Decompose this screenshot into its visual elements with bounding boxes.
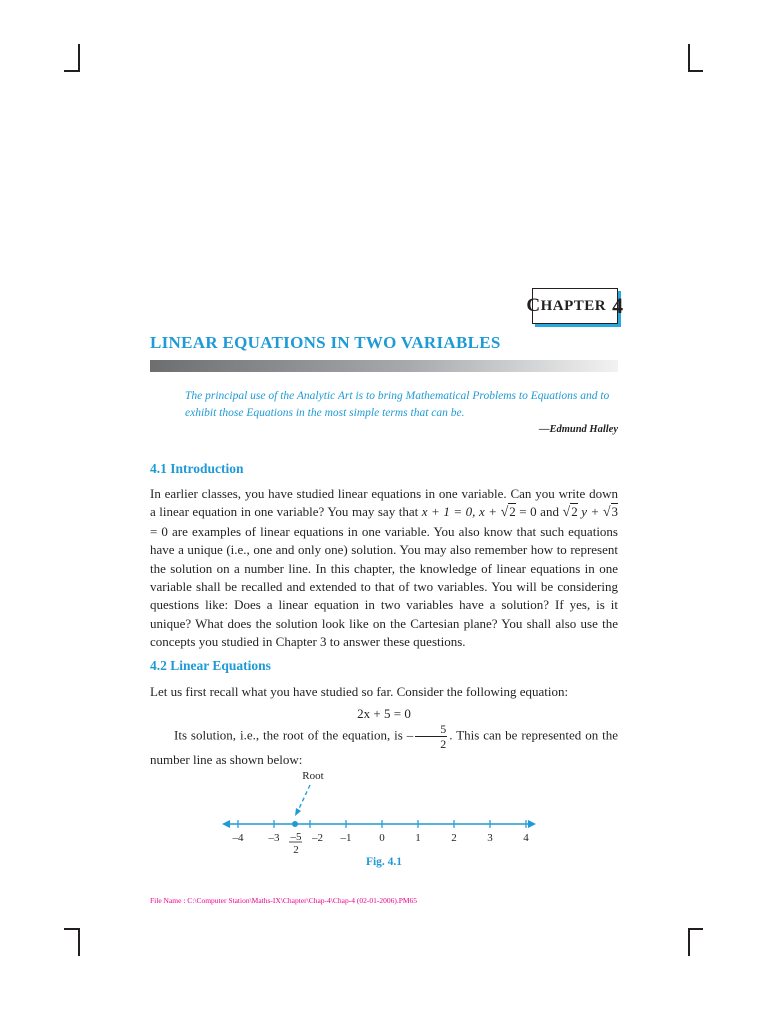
sqrt-symbol: √	[500, 505, 509, 521]
tick-label: 1	[415, 832, 421, 844]
crop-mark-bottom-right-v	[688, 928, 690, 956]
figure-caption: Fig. 4.1	[365, 856, 403, 868]
intro-text-end: = 0 are examples of linear equations in one variable. You also know that such equations have a unique (i.e., one and only one) solution. You may also remember how to represent the solution on a number line. In this chapter, the knowledge of linear equations in one variable shall be recalled and extended to that of two variables. You will be considering questions like: Does a linear equation in two variables have a solution? If yes, is it unique? What does the solution look like on the Cartesian plane? You shall also use the concepts you studied in Chapter 3 to answer these questions.	[150, 523, 618, 650]
section-heading-introduction: 4.1 Introduction	[150, 461, 244, 476]
solution-sign: –	[406, 727, 414, 743]
chapter-word-rest: HAPTER	[540, 297, 607, 314]
number-line-svg	[220, 770, 540, 860]
intro-math-3: y +	[577, 504, 603, 520]
root-label: Root	[302, 770, 324, 782]
root-value-numerator: –5	[290, 831, 302, 843]
epigraph-attribution: —Edmund Halley	[538, 424, 618, 435]
crop-mark-top-left-v	[78, 44, 80, 72]
left-arrowhead	[222, 820, 230, 828]
chapter-word-initial: C	[526, 295, 541, 316]
tick-label: –3	[268, 832, 280, 844]
intro-math-1: x + 1 = 0, x +	[421, 504, 501, 520]
intro-math-2: = 0 and	[515, 504, 559, 520]
tick-label: 2	[451, 832, 457, 844]
equation-2x-plus-5: 2x + 5 = 0	[357, 706, 411, 721]
crop-mark-bottom-left-v	[78, 928, 80, 956]
solution-paragraph	[150, 722, 618, 769]
chapter-label	[526, 288, 624, 324]
tick-label: –1	[340, 832, 352, 844]
number-line-figure	[220, 770, 540, 860]
crop-mark-bottom-left-h	[64, 928, 79, 930]
introduction-paragraph	[150, 485, 618, 652]
tick-label: –2	[312, 832, 323, 844]
tick-label: 3	[487, 832, 493, 844]
crop-mark-bottom-right-h	[688, 928, 703, 930]
sqrt-2-radicand: 2	[509, 504, 516, 520]
chapter-number: 4	[612, 293, 624, 318]
tick-label: –4	[232, 832, 244, 844]
sqrt-symbol: √	[562, 505, 571, 521]
crop-mark-top-left-h	[64, 70, 79, 72]
intro-text-start: In earlier classes, you have studied linear equations in one variable. Can you write down a linear equation in one variable? You may say that	[150, 486, 618, 520]
solution-text-end: . This can be represented on the number line as shown below:	[150, 727, 619, 767]
right-arrowhead	[528, 820, 536, 828]
epigraph-quote: The principal use of the Analytic Art is to bring Mathematical Problems to Equations and to exhibit those Equations in the most simple terms that can be.	[185, 390, 610, 419]
sqrt-3-radicand: 3	[611, 504, 619, 520]
solution-text-start: Its solution, i.e., the root of the equation, is	[174, 727, 407, 743]
sqrt-2-radicand-b: 2	[571, 504, 578, 520]
file-name-footer: File Name : C:\Computer Station\Maths-IX\Chapter\Chap-4\Chap-4 (02-01-2006).PM65	[150, 896, 418, 905]
root-pointer-arrowhead	[295, 808, 301, 816]
solution-fraction	[415, 722, 447, 751]
solution-numerator: 5	[415, 722, 447, 737]
crop-mark-top-right-v	[688, 44, 690, 72]
tick-label: 4	[523, 832, 529, 844]
root-value-denominator: 2	[293, 844, 299, 856]
section-heading-linear-equations: 4.2 Linear Equations	[150, 658, 271, 673]
chapter-title: LINEAR EQUATIONS IN TWO VARIABLES	[150, 333, 501, 352]
solution-denominator: 2	[440, 737, 447, 751]
sqrt-symbol: √	[602, 505, 611, 521]
root-point	[292, 821, 298, 827]
root-pointer-arrow	[297, 785, 310, 813]
title-underline-bar	[150, 360, 618, 372]
crop-mark-top-right-h	[688, 70, 703, 72]
linear-equations-intro: Let us first recall what you have studied so far. Consider the following equation:	[150, 684, 569, 699]
tick-label: 0	[379, 832, 385, 844]
